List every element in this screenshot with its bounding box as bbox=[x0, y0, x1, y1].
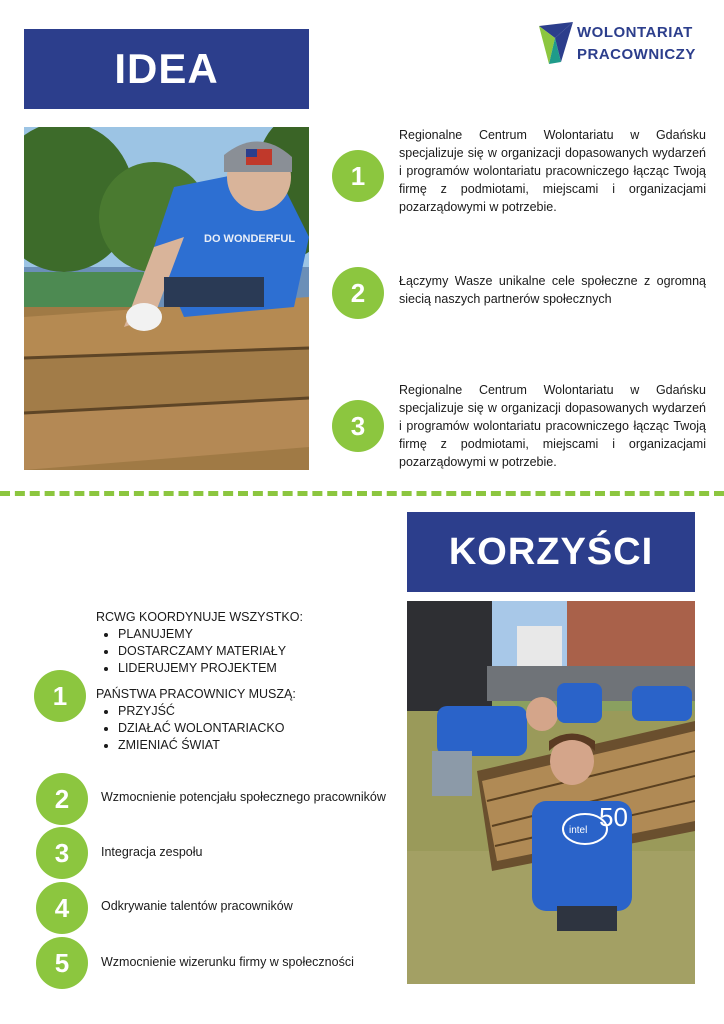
idea-text-2: Łączymy Wasze unikalne cele społeczne z ogromną siecią naszych partnerów społecznych bbox=[399, 274, 706, 306]
logo-line-2: PRACOWNICZY bbox=[577, 46, 696, 63]
shirt-text: DO WONDERFUL bbox=[204, 233, 296, 245]
employees-heading: PAŃSTWA PRACOWNICY MUSZĄ: bbox=[96, 687, 296, 701]
korzysci-number-4: 4 bbox=[36, 882, 88, 934]
korzysci-text-5: Wzmocnienie wizerunku firmy w społeczności bbox=[101, 955, 354, 969]
idea-number-1: 1 bbox=[332, 150, 384, 202]
korzysci-text-3: Integracja zespołu bbox=[101, 845, 203, 859]
coordinate-list-item: • PLANUJEMY bbox=[118, 626, 386, 643]
employees-list-item: • DZIAŁAĆ WOLONTARIACKO bbox=[118, 720, 386, 737]
employees-list-item: • PRZYJŚĆ bbox=[118, 703, 386, 720]
logo-mark-icon bbox=[539, 22, 573, 64]
coordinate-list-item: • LIDERUJEMY PROJEKTEM bbox=[118, 660, 386, 677]
volunteer-photo-top bbox=[24, 127, 309, 470]
volunteer-photo-bottom bbox=[407, 601, 695, 984]
coordinate-list bbox=[96, 626, 386, 677]
logo-line-1: WOLONTARIAT bbox=[577, 24, 693, 41]
employees-list-item: • ZMIENIAĆ ŚWIAT bbox=[118, 737, 386, 754]
korzysci-item-1 bbox=[96, 609, 386, 754]
idea-text-1: Regionalne Centrum Wolontariatu w Gdańsku specjalizuje się w organizacji dopasowanych wydarzeń i programów wolontariatu pracowniczego łącząc Twoją firmę z podmiotami, miejscami i organizacjami pozarządowymi w potrzebie. bbox=[399, 128, 706, 214]
korzysci-number-1: 1 bbox=[34, 670, 86, 722]
idea-number-2: 2 bbox=[332, 267, 384, 319]
korzysci-number-2: 2 bbox=[36, 773, 88, 825]
logo bbox=[539, 20, 719, 68]
idea-title: IDEA bbox=[24, 29, 309, 109]
idea-number-3: 3 bbox=[332, 400, 384, 452]
logo-text bbox=[577, 22, 696, 66]
coordinate-list-item: • DOSTARCZAMY MATERIAŁY bbox=[118, 643, 386, 660]
korzysci-number-3: 3 bbox=[36, 827, 88, 879]
shirt-logo: intel bbox=[569, 825, 588, 836]
korzysci-number-5: 5 bbox=[36, 937, 88, 989]
section-divider bbox=[0, 491, 724, 496]
coordinate-heading: RCWG KOORDYNUJE WSZYSTKO: bbox=[96, 610, 303, 624]
korzysci-text-2: Wzmocnienie potencjału społecznego pracowników bbox=[101, 790, 386, 804]
idea-text-3: Regionalne Centrum Wolontariatu w Gdańsku specjalizuje się w organizacji dopasowanych wydarzeń i programów wolontariatu pracowniczego łącząc Twoją firmę z podmiotami, miejscami i organizacjami pozarządowymi w potrzebie. bbox=[399, 383, 706, 469]
korzysci-title: KORZYŚCI bbox=[407, 512, 695, 592]
shirt-number: 50 bbox=[599, 802, 628, 832]
employees-list bbox=[96, 703, 386, 754]
korzysci-text-4: Odkrywanie talentów pracowników bbox=[101, 899, 293, 913]
